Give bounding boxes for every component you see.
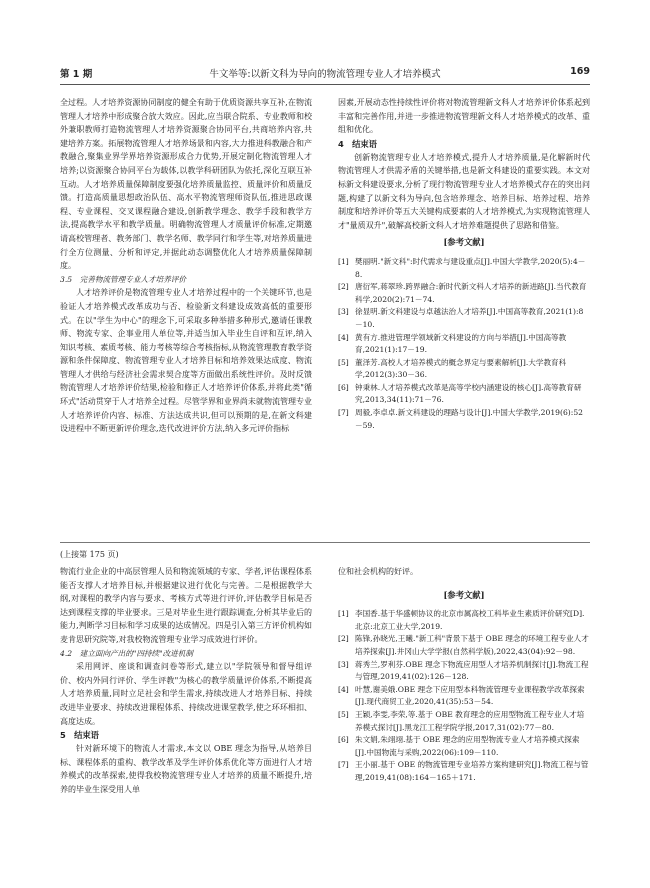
reference-text: 董泽芳.高校人才培养模式的概念界定与要素解析[J].大学教育科学,2012(3):30－36. xyxy=(355,357,567,380)
reference-text: 李国香.基于华盛顿协议的北京市属高校工科毕业生素质评价研究[D].北京:北京工业大学,2019. xyxy=(355,609,585,631)
body-paragraph: 人才培养评价是物流管理专业人才培养过程中的一个关键环节,也是验证人才培养模式改革成功与否、检验新文科建设成效高低的重要形式。在以"学生为中心"的理念下,可采取多种举措多种形式,邀请任课教师、物流专家、企事业用人单位等,并适当加入毕业生自评和互评,纳入知识考核、素质考核、能力考核等综合考核指标,从物流管理教育教学资源和条件保障度、物流管理专业人才培养目标和培养效果达成度、物流管理人才供给与经济社会需求契合度等方面做出系统性评价。及时反馈物流管理人才培养评价结果,检验和修正人才培养评价体系,并将此类"循环式"活动贯穿于人才培养全过程。尽管学界和业界尚未就物流管理专业人才培养评价内容、标准、方法达成共识,但可以预期的是,在新文科建设进程中不断更新评价理念,迭代改进评价方法,纳入多元评价指标 xyxy=(60,288,312,434)
reference-text: 钟秉林.人才培养模式改革是高等学校内涵建设的核心[J].高等教育研究,2013,34(11):71－76. xyxy=(355,382,582,405)
reference-text: 黄有方.推进管理学领域新文科建设的方向与举措[J].中国高等教育,2021(1):17－19. xyxy=(355,332,567,355)
body-paragraph: 因素,开展动态性持续性评价将对物流管理新文科人才培养评价体系起到丰富和完善作用,并进一步推进物流管理新文科人才培养模式的改革、重组和优化。 xyxy=(338,98,590,135)
reference-item xyxy=(338,281,590,306)
body-paragraph: 针对新环境下的物流人才需求,本文以 OBE 理念为指导,从培养目标、课程体系的重构、教学改革及学生评价体系优化等方面进行人才培养模式的改革探索,使得我校物流管理专业人才培养的质量不断提升,培养的毕业生深受用人单 xyxy=(60,744,312,794)
reference-number: [4] xyxy=(338,332,349,342)
reference-number: [7] xyxy=(338,408,349,418)
reference-text: 周毅,李卓卓.新文科建设的理路与设计[J].中国大学教学,2019(6):52－59. xyxy=(355,408,583,430)
reference-item xyxy=(338,734,590,759)
article-divider xyxy=(60,542,590,543)
references-title: [参考文献] xyxy=(443,237,485,248)
body-paragraph: 物流行业企业的中高层管理人员和物流领域的专家、学者,评估课程体系能否支撑人才培养目标,并根据建议进行优化与完善。二是根据教学大纲,对课程的教学内容与要求、考核方式等进行评价,评估教学目标是否达到课程支撑的毕业要求。三是对毕业生进行跟踪调查,分析其毕业后的能力,判断学习目标和学习成果的达成情况。四是引入第三方评价机构如麦肯思研究院等,对我校物流管理专业学习成效进行评价。 xyxy=(60,567,312,644)
reference-number: [1] xyxy=(338,256,349,266)
upper-right-column xyxy=(338,96,590,526)
reference-text: 朱文娟,朱翊翊.基于 OBE 理念的应用型物流专业人才培养模式探索[J].中国物流与采购,2022(06):109－110. xyxy=(355,735,580,757)
continuation-note: (上接第 175 页) xyxy=(60,550,119,559)
reference-number: [1] xyxy=(338,609,349,619)
reference-number: [3] xyxy=(338,307,349,317)
body-paragraph: 采用网评、座谈和调查问卷等形式,建立以"学院领导和督导组评价、校内外同行评价、学生评教"为核心的教学质量评价体系,不断提高人才培养质量,同时立足社会和学生需求,持续改进人才培养目标、持续改进毕业要求、持续改进课程体系、持续改进课堂教学,使之环环相扣、高度达成。 xyxy=(60,662,312,726)
reference-text: 蒋秀兰,罗利芬.OBE 理念下物流应用型人才培养机制探讨[J].物流工程与管理,2019,41(02):126－128. xyxy=(355,659,589,682)
reference-item xyxy=(338,659,590,684)
reference-number: [3] xyxy=(338,659,349,669)
reference-number: [5] xyxy=(338,357,349,367)
reference-text: 唐衍军,蒋翠珍.跨界融合:新时代新文科人才培养的新进路[J].当代教育科学,2020(2):71－74. xyxy=(355,282,587,304)
lower-left-column xyxy=(60,548,312,850)
section-heading: 3.5 完善物流管理专业人才培养评价 xyxy=(60,274,186,284)
section-heading: 4.2 建立面向产出的"四持续"改进机制 xyxy=(60,648,193,658)
reference-item xyxy=(338,684,590,709)
reference-number: [4] xyxy=(338,684,349,694)
reference-item xyxy=(338,608,590,633)
reference-item xyxy=(338,357,590,382)
page-number: 169 xyxy=(570,66,590,77)
reference-list xyxy=(338,608,590,784)
references-title: [参考文献] xyxy=(443,589,485,600)
section-heading: 5 结束语 xyxy=(60,730,99,741)
reference-list xyxy=(338,256,590,432)
reference-item xyxy=(338,306,590,331)
reference-item xyxy=(338,709,590,734)
reference-number: [6] xyxy=(338,735,349,745)
reference-text: 王颖,李雯,李荣,等.基于 OBE 教育理念的应用型物流工程专业人才培养模式探讨[J].黑龙江工程学院学报,2017,31(02):77－80. xyxy=(355,709,585,732)
reference-number: [2] xyxy=(338,282,349,292)
reference-item xyxy=(338,633,590,658)
body-paragraph: 创新物流管理专业人才培养模式,提升人才培养质量,是化解新时代物流管理人才供需矛盾的关键举措,也是新文科建设的重要实践。本文对标新文科建设要求,分析了现行物流管理专业人才培养模式存在的突出问题,构建了以新文科为导向,包含培养理念、培养目标、培养过程、培养制度和培养评价等五大关键构成要素的人才培养模式,为实现物流管理人才"量质双升",破解高校新文科人才培养难题提供了思路和借鉴。 xyxy=(338,152,590,230)
issue-label: 第 1 期 xyxy=(60,69,93,80)
reference-item xyxy=(338,407,590,432)
running-title: 牛文举等:以新文科为导向的物流管理专业人才培养模式 xyxy=(209,69,441,80)
section-heading: 4 结束语 xyxy=(338,138,377,149)
reference-number: [2] xyxy=(338,634,349,644)
reference-text: 樊丽明."新文科":时代需求与建设重点[J].中国大学教学,2020(5):4－8. xyxy=(355,256,586,279)
reference-number: [5] xyxy=(338,709,349,719)
reference-text: 陈锋,孙晓光,王曦."新工科"背景下基于 OBE 理念的环境工程专业人才培养探索[J].井冈山大学学报(自然科学版),2022,43(04):92－98. xyxy=(355,634,589,656)
reference-text: 王小丽.基于 OBE 的物流管理专业培养方案构建研究[J].物流工程与管理,2019,41(08):164－165＋171. xyxy=(355,760,589,782)
header-rule xyxy=(60,84,590,85)
lower-right-column xyxy=(338,548,590,850)
reference-item xyxy=(338,256,590,281)
reference-item xyxy=(338,332,590,357)
reference-number: [6] xyxy=(338,382,349,392)
reference-text: 徐显明.新文科建设与卓越法治人才培养[J].中国高等教育,2021(1):8－10. xyxy=(355,307,584,329)
body-paragraph: 全过程。人才培养资源协同制度的健全有助于优质资源共享互补,在物流管理人才培养中形成聚合放大效应。因此,应当联合院系、专业教师和校外兼职教师打造物流管理人才培养资源聚合协同平台,共商培养内容,共建培养方案。拓展物流管理人才培养场景和内容,大力推进科教融合和产教融合,聚集业界学界培养资源形成合力优势,开展定制化物流管理人才培养;以资源聚合协同平台为载体,以教学科研团队为依托,深化互联互补互动。人才培养质量保障制度要强化培养质量监控、质量评价和质量反馈。打造高质量思想政治队伍、高水平物流管理师资队伍,推进思政课程、专业课程、交叉课程融合建设,创新教学理念、教学手段和教学方法,提高教学水平和教学质量。明确物流管理人才质量评价标准,定期邀请高校管理者、教务部门、教学名师、教学同行和学生等,对培养质量进行全方位测量、分析和评定,并据此动态调整优化人才培养质量保障制度。 xyxy=(60,98,312,271)
reference-text: 叶慧,谢美娥.OBE 理念下应用型本科物流管理专业课程教学改革探索[J].现代商贸工业,2020,41(35):53－54. xyxy=(355,684,585,707)
upper-left-column xyxy=(60,96,312,468)
running-header xyxy=(0,62,650,82)
reference-item xyxy=(338,382,590,407)
reference-item xyxy=(338,759,590,784)
body-paragraph: 位和社会机构的好评。 xyxy=(338,567,418,576)
reference-number: [7] xyxy=(338,760,349,770)
